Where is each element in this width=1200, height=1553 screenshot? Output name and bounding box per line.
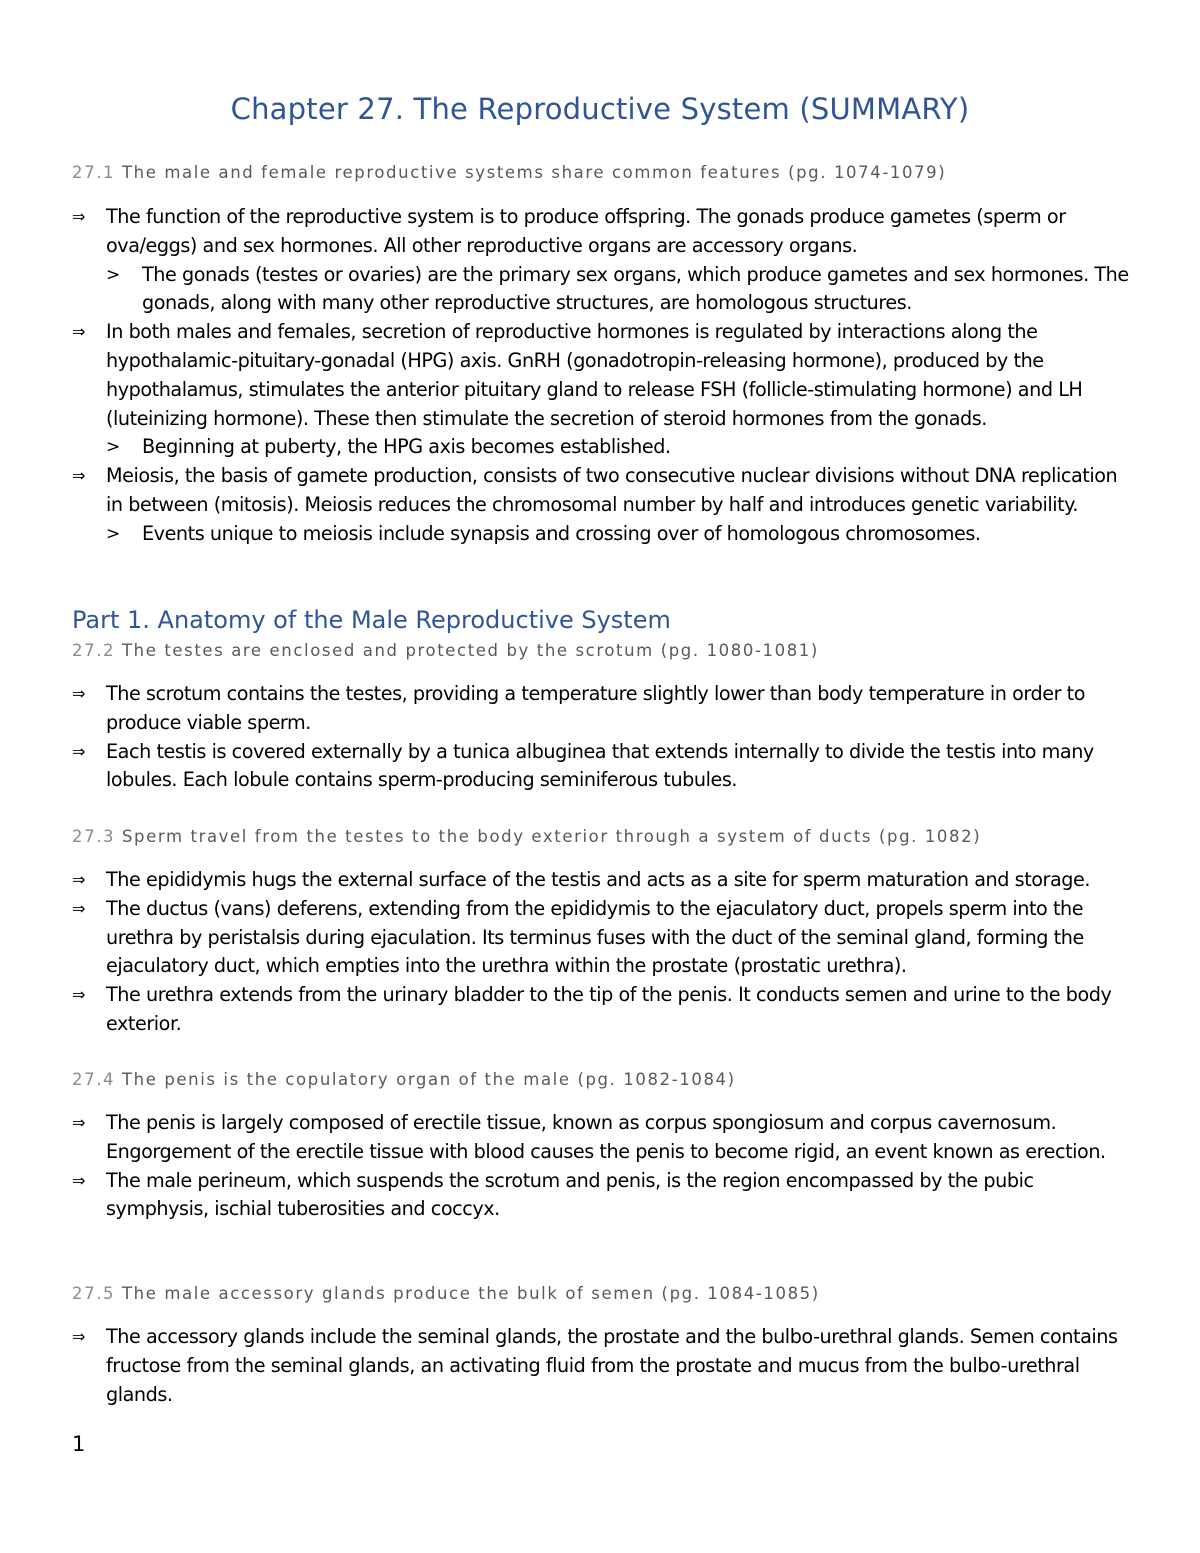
section-number: 27.1 <box>72 163 116 182</box>
sub-bullet-text: The gonads (testes or ovaries) are the primary sex organs, which produce gametes and sex hormones. The gonads, along with many other reproductive structures, are homologous structures. <box>142 262 1129 315</box>
bullet-text: Meiosis, the basis of gamete production, consists of two consecutive nuclear divisions without DNA replication in between (mitosis). Meiosis reduces the chromosomal number by half and introduces genetic variability. <box>106 464 1118 516</box>
section-heading-27-5 <box>72 1284 820 1303</box>
right-arrow-icon: ⇒ <box>72 985 85 1005</box>
section-number: 27.4 <box>72 1070 116 1089</box>
list-item <box>72 318 1132 433</box>
section-heading-text: The male and female reproductive systems share common features (pg. 1074-1079) <box>115 163 947 182</box>
list-item <box>72 1323 1132 1409</box>
right-arrow-icon: ⇒ <box>72 1327 85 1346</box>
list-item <box>72 462 1132 520</box>
page-number: 1 <box>72 1432 86 1456</box>
list-item <box>72 738 1132 796</box>
section-heading-27-3 <box>72 827 981 846</box>
section-heading-text: The male accessory glands produce the bulk of semen (pg. 1084-1085) <box>115 1284 820 1303</box>
section-27-1-bullets <box>72 203 1132 549</box>
bullet-text: The function of the reproductive system is to produce offspring. The gonads produce gametes (sperm or ova/eggs) and sex hormones. All other reproductive organs are accessory organs. <box>106 205 1066 257</box>
bullet-text: The accessory glands include the seminal glands, the prostate and the bulbo-urethral glands. Semen contains fructose from the seminal glands, an activating fluid from the prostate and mucus from the bulbo-urethral glands. <box>106 1325 1118 1406</box>
right-arrow-icon: ⇒ <box>72 870 85 889</box>
right-arrow-icon: ⇒ <box>72 684 85 703</box>
section-heading-27-2 <box>72 641 819 660</box>
section-27-3-bullets <box>72 866 1132 1039</box>
page-title: Chapter 27. The Reproductive System (SUMMARY) <box>230 92 970 126</box>
list-item <box>72 981 1132 1039</box>
sub-list-item <box>72 520 1132 549</box>
section-number: 27.5 <box>72 1284 116 1303</box>
section-number: 27.2 <box>72 641 116 660</box>
bullet-text: The scrotum contains the testes, providing a temperature slightly lower than body temperature in order to produce viable sperm. <box>106 682 1086 734</box>
bullet-text: The urethra extends from the urinary bladder to the tip of the penis. It conducts semen and urine to the body exterior. <box>106 983 1112 1035</box>
bullet-text: The penis is largely composed of erectile tissue, known as corpus spongiosum and corpus cavernosum. Engorgement of the erectile tissue with blood causes the penis to become rigid, an event known as erection. <box>106 1111 1106 1163</box>
section-27-4-bullets <box>72 1109 1132 1224</box>
section-heading-text: The testes are enclosed and protected by the scrotum (pg. 1080-1081) <box>115 641 819 660</box>
list-item <box>72 1167 1132 1225</box>
right-arrow-icon: ⇒ <box>72 207 85 226</box>
section-27-2-bullets <box>72 680 1132 795</box>
right-arrow-icon: ⇒ <box>72 1170 85 1190</box>
list-item <box>72 866 1132 895</box>
right-arrow-icon: ⇒ <box>72 1113 85 1132</box>
bullet-text: The ductus (vans) deferens, extending from the epididymis to the ejaculatory duct, propels sperm into the urethra by peristalsis during ejaculation. Its terminus fuses with the duct of the seminal gland, forming the ejaculatory duct, which empties into the urethra within the prostate (prostatic urethra). <box>106 896 1084 978</box>
greater-than-icon: > <box>106 264 120 285</box>
bullet-text: In both males and females, secretion of reproductive hormones is regulated by interactions along the hypothalamic-pituitary-gonadal (HPG) axis. GnRH (gonadotropin-releasing hormone), produced by the hypothalamus, stimulates the anterior pituitary gland to release FSH (follicle-stimulating hormone) and LH (luteinizing hormone). These then stimulate the secretion of steroid hormones from the gonads. <box>106 320 1083 430</box>
bullet-text: The male perineum, which suspends the scrotum and penis, is the region encompassed by the pubic symphysis, ischial tuberosities and coccyx. <box>106 1168 1034 1221</box>
sub-list-item <box>72 261 1132 319</box>
right-arrow-icon: ⇒ <box>72 741 85 761</box>
right-arrow-icon: ⇒ <box>72 322 85 342</box>
greater-than-icon: > <box>106 523 120 544</box>
sub-bullet-text: Events unique to meiosis include synapsis and crossing over of homologous chromosomes. <box>142 521 981 545</box>
sub-bullet-text: Beginning at puberty, the HPG axis becomes established. <box>142 435 671 459</box>
sub-list-item <box>72 433 1132 462</box>
part-title: Part 1. Anatomy of the Male Reproductive System <box>72 606 671 634</box>
section-heading-text: The penis is the copulatory organ of the male (pg. 1082-1084) <box>115 1070 736 1089</box>
list-item <box>72 895 1132 981</box>
right-arrow-icon: ⇒ <box>72 466 85 486</box>
list-item <box>72 680 1132 738</box>
bullet-text: The epididymis hugs the external surface of the testis and acts as a site for sperm maturation and storage. <box>106 868 1091 891</box>
section-heading-27-4 <box>72 1070 736 1089</box>
list-item <box>72 1109 1132 1167</box>
list-item <box>72 203 1132 261</box>
right-arrow-icon: ⇒ <box>72 898 85 918</box>
bullet-text: Each testis is covered externally by a tunica albuginea that extends internally to divide the testis into many lobules. Each lobule contains sperm-producing seminiferous tubules. <box>106 739 1094 792</box>
greater-than-icon: > <box>106 437 120 458</box>
section-heading-text: Sperm travel from the testes to the body exterior through a system of ducts (pg. 1082) <box>115 827 982 846</box>
section-27-5-bullets <box>72 1323 1132 1409</box>
section-number: 27.3 <box>72 827 116 846</box>
section-heading-27-1 <box>72 163 946 182</box>
